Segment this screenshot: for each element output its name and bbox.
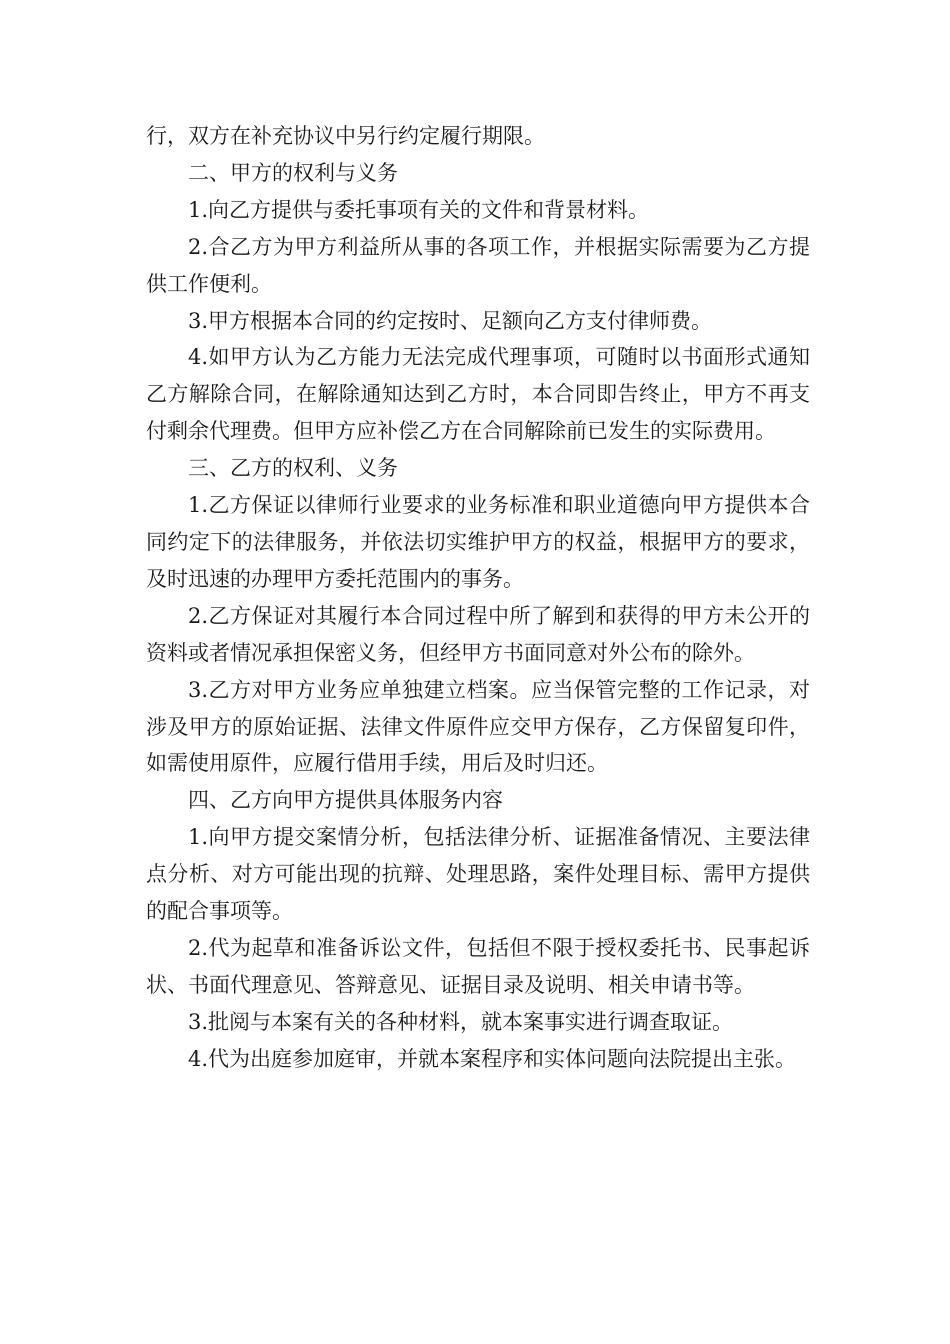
- paragraph-2-1: 1.向乙方提供与委托事项有关的文件和背景材料。: [188, 197, 650, 222]
- section-heading-4: 四、乙方向甲方提供具体服务内容: [188, 788, 503, 813]
- document-page: [146, 118, 810, 1078]
- paragraph-2-4: 4.如甲方认为乙方能力无法完成代理事项，可随时以书面形式通知乙方解除合同，在解除通知达到乙方时，本合同即告终止，甲方不再支付剩余代理费。但甲方应补偿乙方在合同解除前已发生的实际费用。: [146, 345, 810, 444]
- paragraph-4-1: 1.向甲方提交案情分析，包括法律分析、证据准备情况、主要法律点分析、对方可能出现的抗辩、处理思路，案件处理目标、需甲方提供的配合事项等。: [146, 825, 810, 924]
- paragraph-4-3: 3.批阅与本案有关的各种材料，就本案事实进行调查取证。: [188, 1009, 734, 1034]
- section-heading-3: 三、乙方的权利、义务: [188, 456, 398, 481]
- paragraph-4-4: 4.代为出庭参加庭审，并就本案程序和实体问题向法院提出主张。: [188, 1046, 797, 1071]
- paragraph-2-2: 2.合乙方为甲方利益所从事的各项工作，并根据实际需要为乙方提供工作便利。: [146, 234, 810, 296]
- paragraph-3-2: 2.乙方保证对其履行本合同过程中所了解到和获得的甲方未公开的资料或者情况承担保密义务，但经甲方书面同意对外公布的除外。: [146, 603, 810, 665]
- paragraph-2-3: 3.甲方根据本合同的约定按时、足额向乙方支付律师费。: [188, 308, 713, 333]
- paragraph-continuation: 行，双方在补充协议中另行约定履行期限。: [146, 124, 545, 148]
- paragraph-3-1: 1.乙方保证以律师行业要求的业务标准和职业道德向甲方提供本合同约定下的法律服务，并依法切实维护甲方的权益，根据甲方的要求，及时迅速的办理甲方委托范围内的事务。: [146, 493, 810, 591]
- paragraph-4-2: 2.代为起草和准备诉讼文件，包括但不限于授权委托书、民事起诉状、书面代理意见、答辩意见、证据目录及说明、相关申请书等。: [146, 935, 810, 997]
- section-heading-2: 二、甲方的权利与义务: [188, 160, 398, 185]
- paragraph-3-3: 3.乙方对甲方业务应单独建立档案。应当保管完整的工作记录，对涉及甲方的原始证据、法律文件原件应交甲方保存，乙方保留复印件，如需使用原件，应履行借用手续，用后及时归还。: [146, 677, 810, 776]
